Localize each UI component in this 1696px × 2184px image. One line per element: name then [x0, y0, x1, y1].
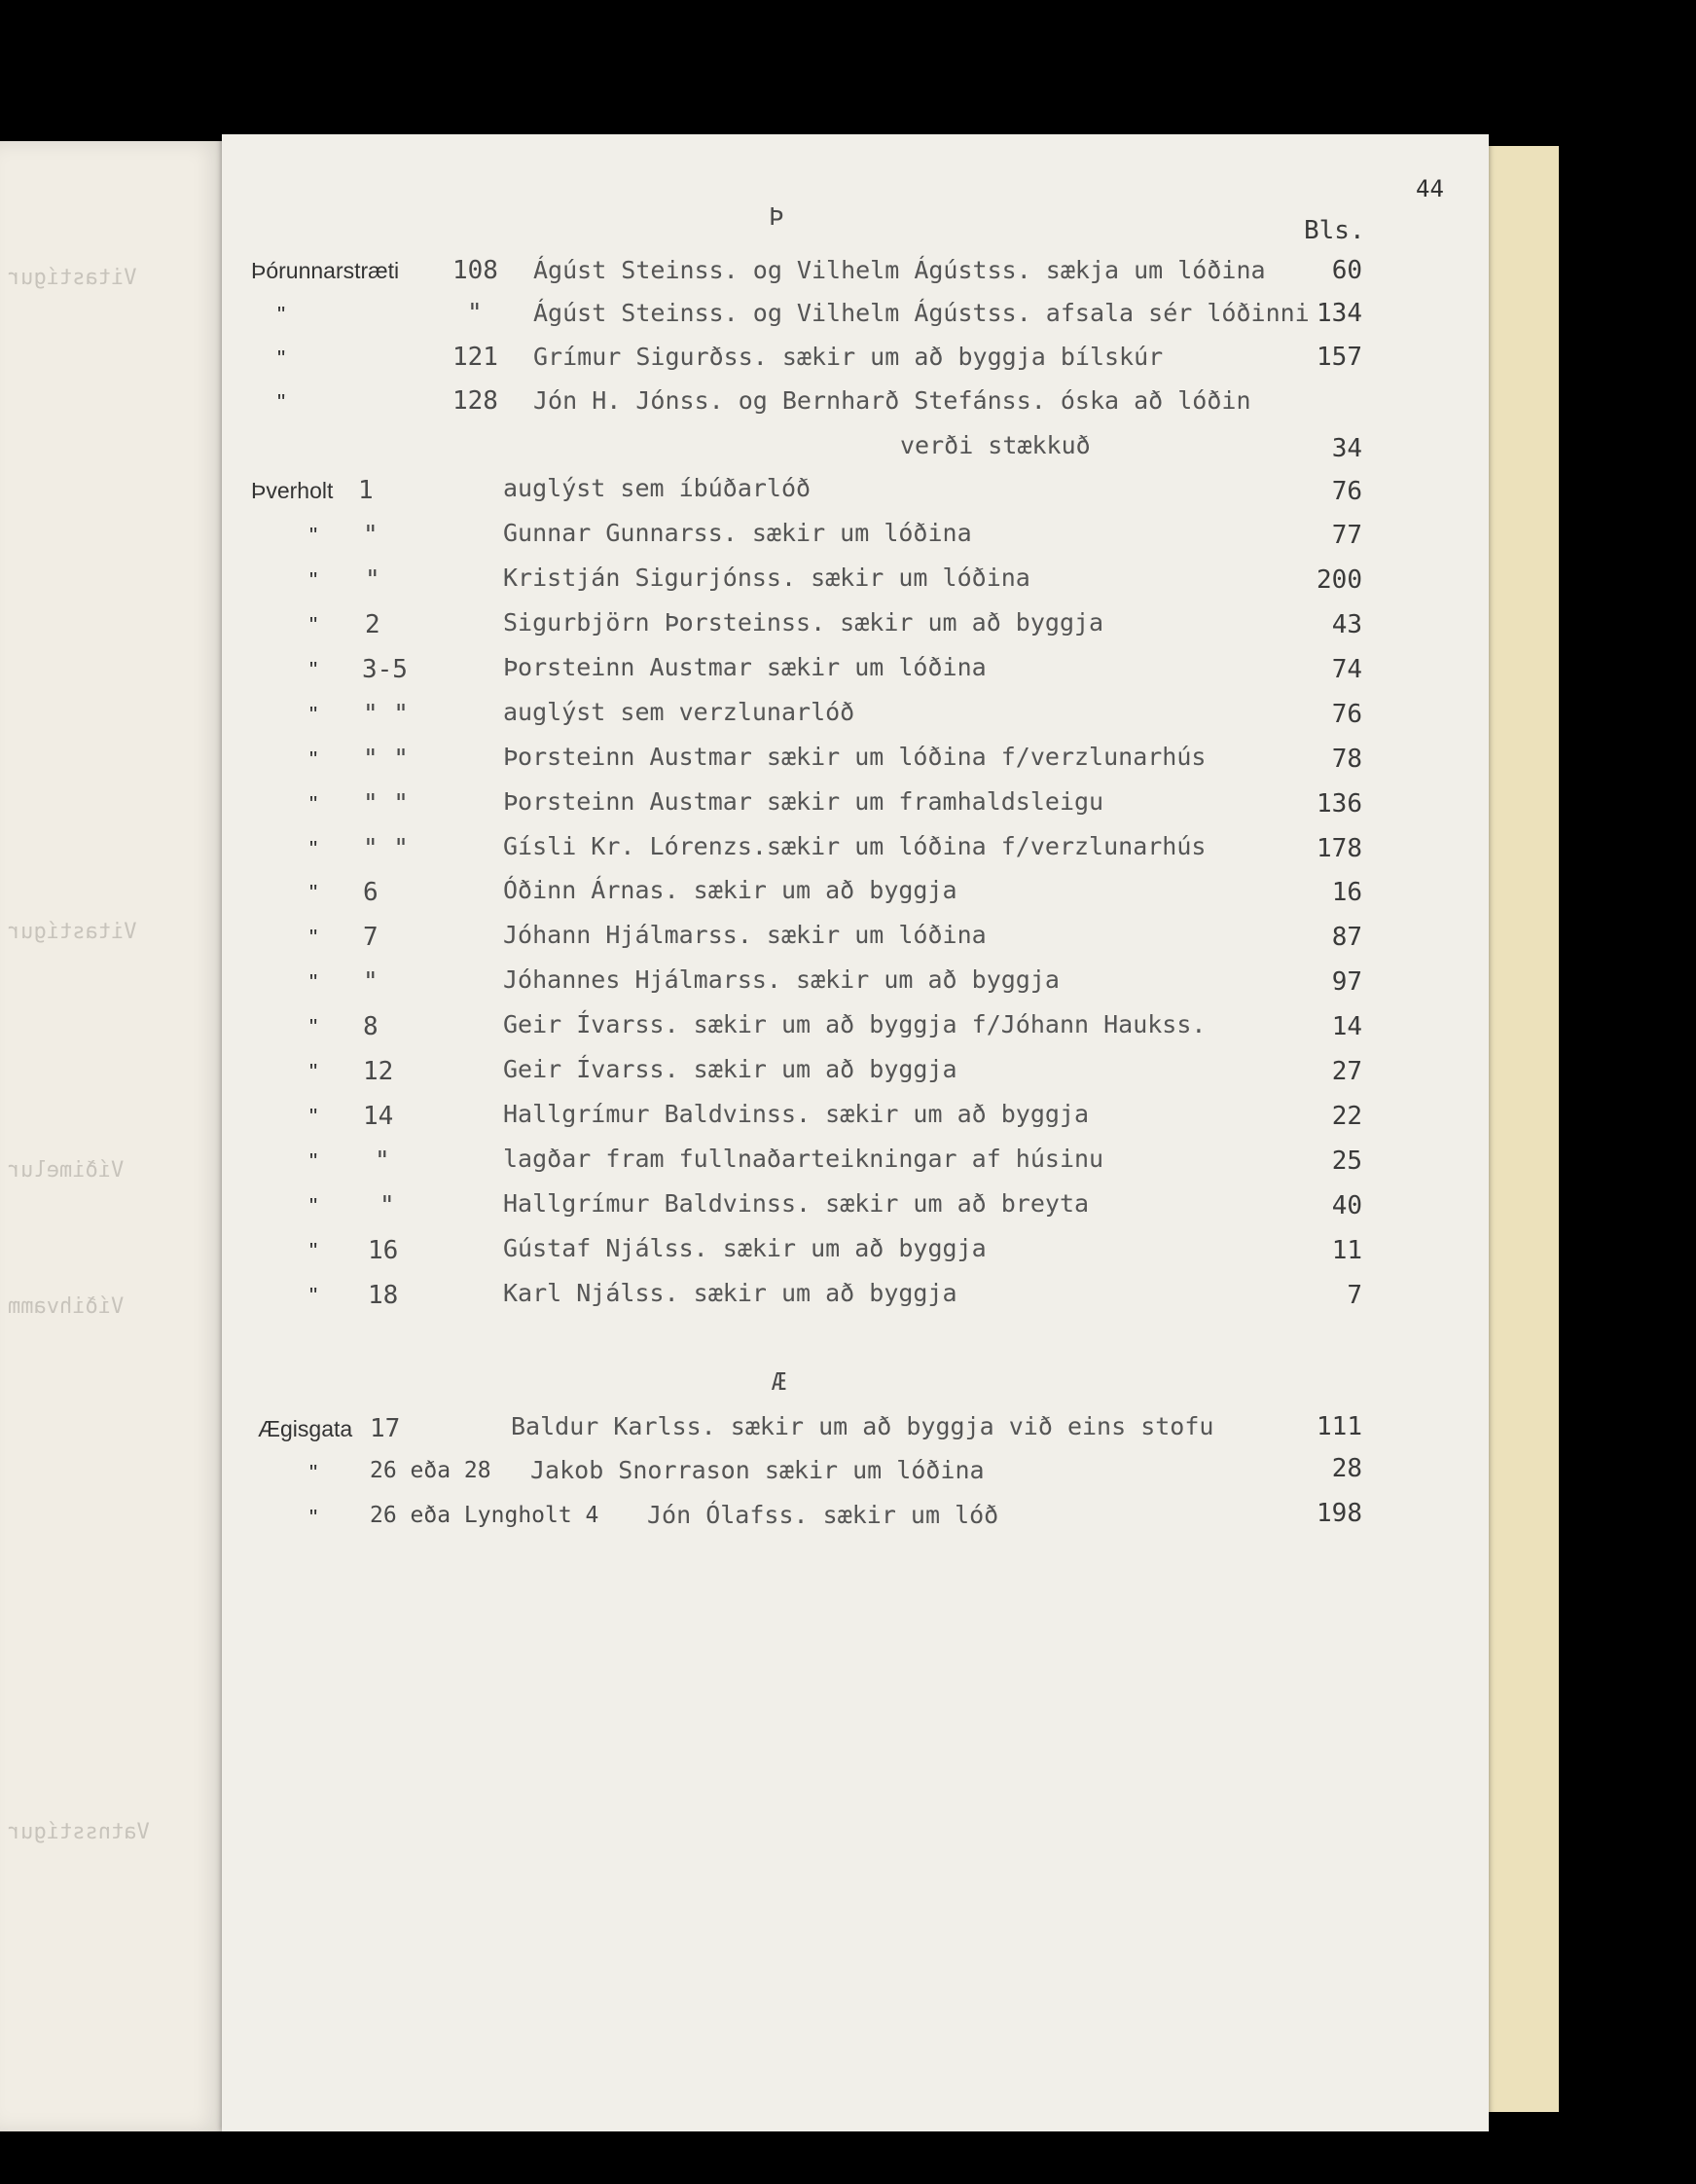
entry-description: Jón Ólafss. sækir um lóð: [647, 1501, 999, 1529]
entry-number: 26 eða Lyngholt 4: [370, 1503, 599, 1528]
entry-page: 11: [1331, 1236, 1362, 1265]
entry-page: 22: [1331, 1102, 1362, 1131]
entry-street: ": [277, 389, 286, 415]
section-letter-th: Þ: [769, 202, 784, 231]
entry-street: ": [309, 1193, 318, 1219]
entry-street: ": [309, 1505, 318, 1530]
entry-description: Baldur Karlss. sækir um að byggja við eins stofu: [511, 1412, 1214, 1440]
entry-number: 17: [370, 1414, 401, 1443]
entry-number: 14: [363, 1102, 394, 1131]
entry-number: 1: [358, 476, 374, 505]
entry-number: 12: [363, 1057, 394, 1086]
entry-number: 128: [452, 386, 498, 416]
entry-description: Þorsteinn Austmar sækir um lóðina f/verzlunarhús: [503, 743, 1207, 771]
entry-description: Gústaf Njálss. sækir um að byggja: [503, 1234, 987, 1262]
entry-street: ": [309, 969, 318, 995]
entry-number: ": [467, 299, 483, 328]
entry-description: Hallgrímur Baldvinss. sækir um að breyta: [503, 1189, 1090, 1218]
entry-number: " ": [363, 745, 409, 774]
entry-street: ": [309, 567, 318, 593]
entry-number: " ": [363, 789, 409, 819]
entry-page: 157: [1317, 343, 1362, 372]
left-page: [0, 141, 226, 2131]
entry-street: ": [309, 523, 318, 548]
entry-street: Þverholt: [251, 478, 334, 503]
entry-street: ": [309, 1059, 318, 1084]
entry-page: 87: [1331, 923, 1362, 952]
entry-street: ": [309, 657, 318, 682]
entry-street: ": [309, 925, 318, 950]
entry-description: auglýst sem verzlunarlóð: [503, 698, 855, 726]
entry-description: Jóhann Hjálmarss. sækir um lóðina: [503, 921, 987, 949]
entry-number: 18: [368, 1281, 399, 1310]
entry-page: 14: [1331, 1012, 1362, 1041]
entry-street: ": [309, 1238, 318, 1263]
entry-number: " ": [363, 834, 409, 863]
entry-number: ": [363, 521, 379, 550]
entry-page: 77: [1331, 521, 1362, 550]
entry-description: Geir Ívarss. sækir um að byggja f/Jóhann Haukss.: [503, 1010, 1207, 1038]
bleed-through-text: Vitastígur: [8, 266, 137, 290]
entry-page: 7: [1347, 1281, 1362, 1310]
entry-description: verði stækkuð: [900, 431, 1091, 459]
entry-page: 34: [1331, 434, 1362, 463]
entry-number: ": [379, 1191, 395, 1220]
entry-number: 26 eða 28: [370, 1458, 491, 1483]
entry-street: ": [309, 1460, 318, 1485]
entry-description: Grímur Sigurðss. sækir um að byggja bílskúr: [533, 343, 1164, 371]
entry-street: ": [309, 1014, 318, 1039]
page-edge: [1487, 146, 1559, 2112]
entry-description: Ágúst Steinss. og Vilhelm Ágústss. sækja um lóðina: [533, 256, 1266, 284]
entry-number: 16: [368, 1236, 399, 1265]
entry-number: ": [375, 1147, 390, 1176]
entry-page: 16: [1331, 878, 1362, 907]
entry-number: 3-5: [362, 655, 408, 684]
entry-street: ": [309, 1148, 318, 1174]
entry-street: ": [277, 302, 286, 327]
entry-description: Óðinn Árnas. sækir um að byggja: [503, 876, 957, 904]
entry-number: 108: [452, 256, 498, 285]
entry-description: Kristján Sigurjónss. sækir um lóðina: [503, 564, 1030, 592]
entry-page: 27: [1331, 1057, 1362, 1086]
entry-number: 7: [363, 923, 379, 952]
bleed-through-text: Víðihvamm: [8, 1294, 125, 1319]
entry-number: 121: [452, 343, 498, 372]
bleed-through-text: Vitastígur: [8, 920, 137, 944]
entry-page: 134: [1317, 299, 1362, 328]
entry-description: Ágúst Steinss. og Vilhelm Ágústss. afsala sér lóðinni: [533, 299, 1310, 327]
entry-page: 74: [1331, 655, 1362, 684]
entry-street: ": [309, 1283, 318, 1308]
entry-page: 97: [1331, 967, 1362, 997]
entry-page: 76: [1331, 700, 1362, 729]
entry-number: " ": [363, 700, 409, 729]
entry-page: 78: [1331, 745, 1362, 774]
entry-street: Ægisgata: [258, 1416, 353, 1441]
entry-description: Þorsteinn Austmar sækir um framhaldsleigu: [503, 787, 1104, 816]
entry-description: Karl Njálss. sækir um að byggja: [503, 1279, 957, 1307]
entry-street: ": [309, 836, 318, 861]
entry-description: Jakob Snorrason sækir um lóðina: [530, 1456, 985, 1484]
entry-description: Sigurbjörn Þorsteinss. sækir um að byggja: [503, 608, 1104, 637]
entry-description: Jóhannes Hjálmarss. sækir um að byggja: [503, 965, 1060, 994]
entry-number: 8: [363, 1012, 379, 1041]
entry-page: 111: [1317, 1412, 1362, 1441]
entry-page: 25: [1331, 1147, 1362, 1176]
entry-description: lagðar fram fullnaðarteikningar af húsinu: [503, 1145, 1104, 1173]
entry-number: 2: [365, 610, 380, 639]
entry-page: 178: [1317, 834, 1362, 863]
entry-street: ": [309, 1104, 318, 1129]
entry-street: ": [309, 702, 318, 727]
entry-street: ": [309, 612, 318, 637]
entry-number: ": [363, 967, 379, 997]
section-letter-ae: Æ: [772, 1367, 787, 1396]
entry-description: auglýst sem íbúðarlóð: [503, 474, 812, 502]
entry-description: Þorsteinn Austmar sækir um lóðina: [503, 653, 987, 681]
entry-page: 136: [1317, 789, 1362, 819]
entry-page: 60: [1331, 256, 1362, 285]
bls-header: Bls.: [1304, 216, 1365, 245]
bleed-through-text: Vatnsstígur: [8, 1820, 150, 1844]
entry-page: 43: [1331, 610, 1362, 639]
entry-number: ": [365, 565, 380, 595]
entry-street: ": [309, 791, 318, 817]
entry-street: ": [309, 880, 318, 905]
page-number: 44: [1416, 175, 1444, 202]
entry-number: 6: [363, 878, 379, 907]
bleed-through-text: Víðimelur: [8, 1158, 125, 1183]
entry-description: Geir Ívarss. sækir um að byggja: [503, 1055, 957, 1083]
entry-description: Gísli Kr. Lórenzs.sækir um lóðina f/verzlunarhús: [503, 832, 1207, 860]
entry-description: Jón H. Jónss. og Bernharð Stefánss. óska að lóðin: [533, 386, 1251, 415]
entry-street: ": [309, 746, 318, 772]
entry-page: 76: [1331, 477, 1362, 506]
entry-page: 28: [1331, 1454, 1362, 1483]
entry-page: 200: [1317, 565, 1362, 595]
entry-description: Gunnar Gunnarss. sækir um lóðina: [503, 519, 972, 547]
entry-page: 40: [1331, 1191, 1362, 1220]
entry-page: 198: [1317, 1499, 1362, 1528]
entry-street: Þórunnarstræti: [251, 258, 400, 283]
entry-description: Hallgrímur Baldvinss. sækir um að byggja: [503, 1100, 1090, 1128]
entry-street: ": [277, 346, 286, 371]
